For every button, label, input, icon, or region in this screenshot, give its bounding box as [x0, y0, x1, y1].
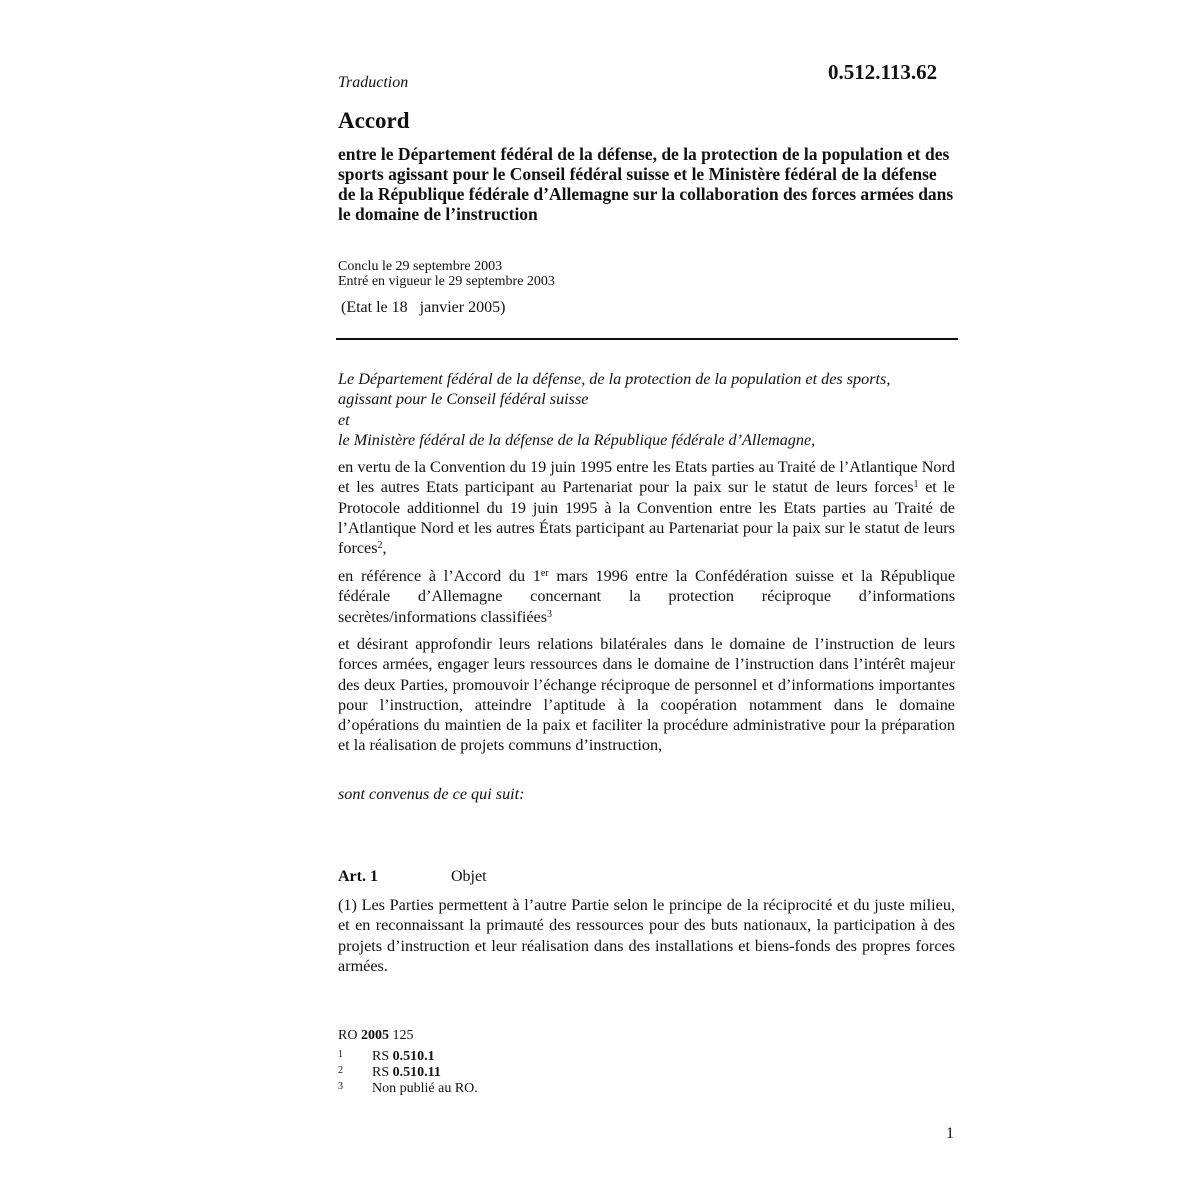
footnote-prefix: RS [372, 1065, 393, 1080]
ro-page: 125 [388, 1028, 414, 1043]
ro-prefix: RO [338, 1028, 361, 1043]
preamble-conjunction: et [338, 411, 350, 429]
preamble-p1-text-c: , [382, 539, 387, 558]
document-title: Accord [338, 108, 410, 133]
preamble-paragraph-1 [338, 457, 955, 558]
preamble-party-1: Le Département fédéral de la défense, de la protection de la population et des sports, agissant pour le Conseil fédéral suisse [338, 370, 891, 409]
status-date: (Etat le 18 janvier 2005) [341, 299, 506, 316]
footnote-number: 3 [338, 1081, 343, 1092]
footnote-3 [338, 1079, 478, 1096]
footnote-reference[interactable]: 0.510.1 [392, 1049, 435, 1064]
concluded-date: Conclu le 29 septembre 2003 [338, 259, 503, 274]
preamble-paragraph-3: et désirant approfondir leurs relations bilatérales dans le domaine de l’instruction de leurs forces armées, engager leurs ressources dans le domaine de l’instruction dans l’intérêt majeur des deux Parties, promouvoir l’échange réciproque de personnel et d’informations importantes pour l’instruction, atteindre l’aptitude à la coopération notamment dans le domaine d’opérations du maintien de la paix et faciliter la procédure administrative pour la préparation et la réalisation de projets communs d’instruction, [338, 635, 955, 755]
preamble-closing: sont convenus de ce qui suit: [338, 785, 525, 803]
footnote-2 [338, 1063, 441, 1080]
preamble-p1-text-b: et le Protocole additionnel du 19 juin 1995 à la Convention entre les Etats parties au Traité de l’Atlantique Nord et les autres États participant au Partenariat pour la paix sur le statut de leurs forces [338, 478, 955, 558]
article-1-paragraph-1: (1) Les Parties permettent à l’autre Partie selon le principe de la réciprocité et du juste milieu, et en reconnaissant la primauté des ressources pour des buts nationaux, la participation à des projets d’instruction et leur réalisation dans des installations et biens-fonds des propres forces armées. [338, 896, 955, 975]
footnote-number: 1 [338, 1049, 343, 1060]
preamble-p1-text-a: en vertu de la Convention du 19 juin 1995 entre les Etats parties au Traité de l’Atlantique Nord et les autres Etats participant au Partenariat pour la paix sur le statut de leurs forces [338, 458, 955, 497]
ordinal-superscript: er [540, 568, 549, 579]
footnote-prefix: RS [372, 1049, 393, 1064]
footnote-number: 2 [338, 1065, 343, 1076]
header-divider [336, 338, 958, 340]
footnote-ref-1[interactable]: 1 [913, 479, 919, 491]
document-subtitle: entre le Département fédéral de la défense, de la protection de la population et des sports agissant pour le Conseil fédéral suisse et le Ministère fédéral de la défense de la République fédérale d’Allemagne sur la collaboration des forces armées dans le domaine de l’instruction [338, 144, 954, 224]
page-number: 1 [946, 1125, 954, 1142]
preamble-party-2: le Ministère fédéral de la défense de la République fédérale d’Allemagne, [338, 431, 816, 449]
article-number: Art. 1 [338, 868, 378, 885]
preamble-paragraph-2 [338, 566, 955, 627]
preamble-p2-text-a: en référence à l’Accord du 1 [338, 567, 541, 585]
ro-reference [338, 1028, 413, 1044]
article-title: Objet [451, 868, 487, 885]
date-block [338, 259, 555, 289]
in-force-date: Entré en vigueur le 29 septembre 2003 [338, 274, 555, 289]
sr-number: 0.512.113.62 [828, 60, 938, 84]
footnote-1 [338, 1047, 435, 1064]
footnote-reference[interactable]: 0.510.11 [392, 1065, 441, 1080]
footnote-ref-2[interactable]: 2 [377, 540, 383, 552]
translation-label: Traduction [338, 74, 409, 91]
ro-year: 2005 [360, 1028, 389, 1043]
footnote-ref-3[interactable]: 3 [547, 608, 553, 620]
preamble-p2-text-b: mars 1996 entre la Confédération suisse et la République fédérale d’Allemagne concernant la protection réciproque d’informations secrètes/informations classifiées [338, 567, 956, 626]
footnote-text: Non publié au RO. [372, 1081, 478, 1096]
